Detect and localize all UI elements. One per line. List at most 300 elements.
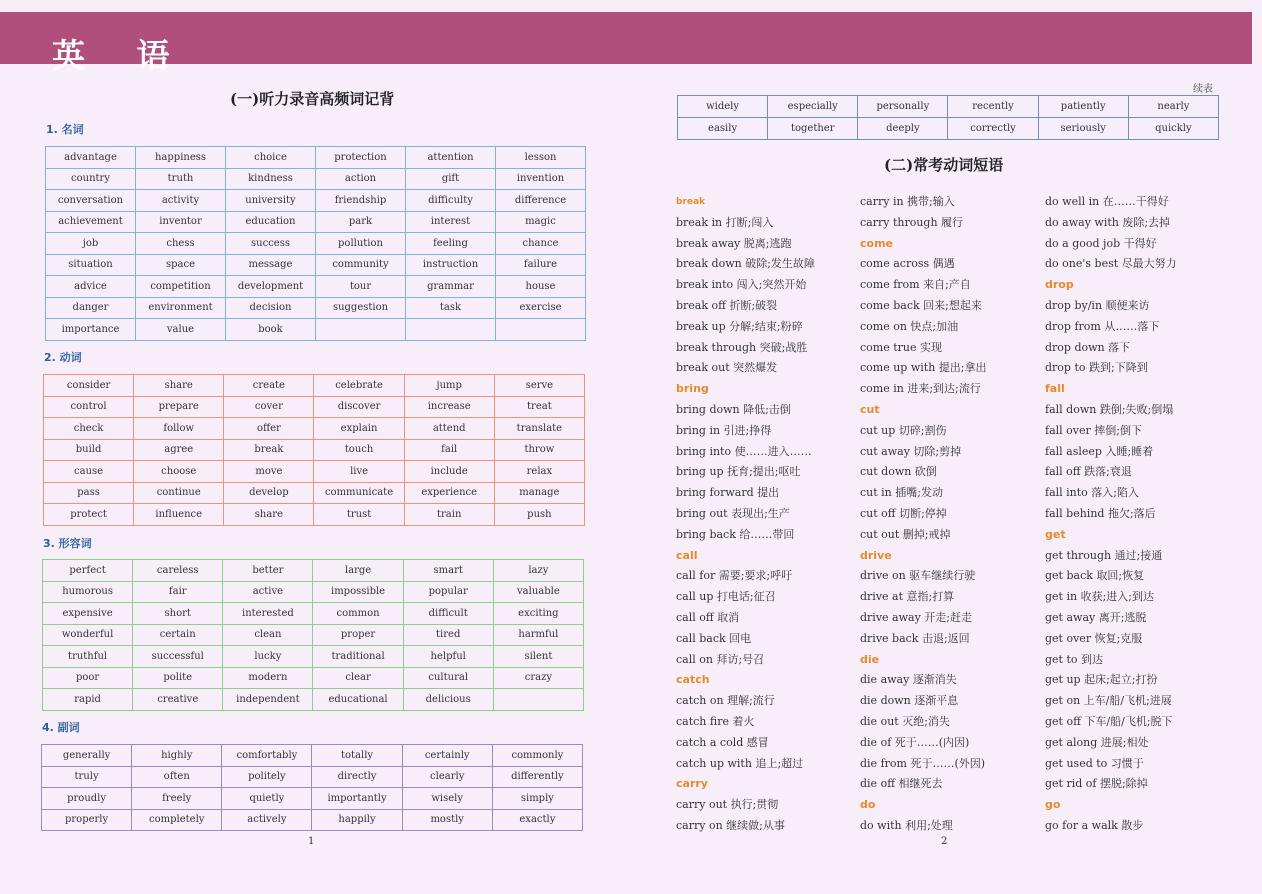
word-cell: achievement	[46, 211, 136, 233]
word-cell: friendship	[316, 190, 406, 212]
word-cell: crazy	[493, 667, 583, 689]
word-cell: comfortably	[222, 745, 312, 767]
phrase-item: catch on 理解;流行	[676, 694, 775, 708]
phrase-item: die out 灭绝;消失	[860, 714, 950, 728]
word-cell: creative	[133, 689, 223, 711]
word-cell: impossible	[313, 581, 403, 603]
phrase-item: do a good job 干得好	[1045, 236, 1157, 250]
word-cell: careless	[133, 560, 223, 582]
phrase-column-2	[860, 192, 1040, 837]
phrase-item: bring up 抚育;提出;呕吐	[676, 465, 801, 479]
word-cell: serve	[494, 375, 584, 397]
phrase-item: catch a cold 感冒	[676, 735, 769, 749]
phrase-item: carry through 履行	[860, 215, 964, 229]
table-row	[46, 233, 586, 255]
phrase-item: break through 突破;战胜	[676, 340, 808, 354]
phrase-group-heading: fall	[1045, 382, 1065, 396]
word-cell: importantly	[312, 788, 402, 810]
word-cell: develop	[224, 482, 314, 504]
word-cell: jump	[404, 375, 494, 397]
phrase-item: fall into 落入;陷入	[1045, 486, 1140, 500]
table-row	[46, 211, 586, 233]
word-cell: common	[313, 603, 403, 625]
table-row	[42, 745, 583, 767]
word-cell: happiness	[136, 147, 226, 169]
phrase-group-heading: call	[676, 548, 698, 562]
table-row	[42, 766, 583, 788]
word-cell: active	[223, 581, 313, 603]
word-cell: lucky	[223, 646, 313, 668]
adjectives-label: 3. 形容词	[43, 537, 92, 550]
phrase-item: get rid of 摆脱;除掉	[1045, 777, 1148, 791]
word-cell: smart	[403, 560, 493, 582]
phrase-item: drop down 落下	[1045, 340, 1131, 354]
phrase-item: come true 实现	[860, 340, 942, 354]
word-cell: freely	[132, 788, 222, 810]
phrase-group-heading: drop	[1045, 278, 1074, 292]
phrase-item: die of 死于……(内因)	[860, 735, 970, 749]
page-number-left: 1	[308, 836, 315, 847]
phrase-item: get along 进展;相处	[1045, 735, 1149, 749]
word-cell: message	[226, 254, 316, 276]
word-cell: cultural	[403, 667, 493, 689]
word-cell: actively	[222, 809, 312, 831]
phrase-group-heading: get	[1045, 527, 1066, 541]
word-cell: share	[134, 375, 224, 397]
word-cell: touch	[314, 439, 404, 461]
word-cell: push	[494, 504, 584, 526]
word-cell: trust	[314, 504, 404, 526]
word-cell: gift	[406, 168, 496, 190]
table-row	[678, 118, 1219, 140]
word-cell: build	[44, 439, 134, 461]
table-row	[44, 439, 585, 461]
word-cell: chess	[136, 233, 226, 255]
table-row	[43, 646, 584, 668]
word-cell: properly	[42, 809, 132, 831]
verbs-label: 2. 动词	[44, 351, 82, 364]
table-row	[42, 809, 583, 831]
word-cell: discover	[314, 396, 404, 418]
phrase-item: break away 脱离;逃跑	[676, 236, 792, 250]
word-cell: truth	[136, 168, 226, 190]
word-cell: train	[404, 504, 494, 526]
adverbs-table	[41, 744, 583, 831]
phrase-item: come up with 提出;拿出	[860, 361, 987, 375]
word-cell: move	[224, 461, 314, 483]
word-cell: activity	[136, 190, 226, 212]
word-cell: deeply	[858, 118, 948, 140]
word-cell	[493, 689, 583, 711]
phrase-item: get up 起床;起立;打扮	[1045, 673, 1158, 687]
table-row	[44, 396, 585, 418]
word-cell: agree	[134, 439, 224, 461]
phrase-item: drop by/in 顺便来访	[1045, 298, 1150, 312]
word-cell: value	[136, 319, 226, 341]
phrase-item: come back 回来;想起来	[860, 298, 982, 312]
table-row	[43, 624, 584, 646]
adjectives-table	[42, 559, 584, 711]
word-cell: together	[768, 118, 858, 140]
word-cell: wisely	[402, 788, 492, 810]
phrase-item: get over 恢复;克服	[1045, 631, 1143, 645]
phrase-item: break in 打断;闯入	[676, 215, 774, 229]
phrase-item: come on 快点;加油	[860, 319, 959, 333]
word-cell: lesson	[496, 147, 586, 169]
phrase-item: do well in 在……干得好	[1045, 195, 1169, 208]
word-cell: throw	[494, 439, 584, 461]
phrase-item: bring into 使……进入……	[676, 444, 812, 458]
phrase-item: fall over 摔倒;倒下	[1045, 423, 1142, 437]
table-row	[678, 96, 1219, 118]
phrase-group-heading: bring	[676, 382, 709, 396]
phrase-group-heading: catch	[676, 673, 710, 687]
word-cell: generally	[42, 745, 132, 767]
phrase-item: die from 死于……(外因)	[860, 756, 986, 770]
phrase-item: break off 折断;破裂	[676, 298, 778, 312]
phrase-item: get on 上车/船/飞机;进展	[1045, 694, 1172, 708]
word-cell: competition	[136, 276, 226, 298]
table-row	[46, 319, 586, 341]
table-row	[46, 276, 586, 298]
phrase-item: fall off 跌落;衰退	[1045, 465, 1132, 479]
word-cell: especially	[768, 96, 858, 118]
table-row	[44, 418, 585, 440]
word-cell: lazy	[493, 560, 583, 582]
word-cell: seriously	[1038, 118, 1128, 140]
table-row	[46, 190, 586, 212]
word-cell: experience	[404, 482, 494, 504]
word-cell: community	[316, 254, 406, 276]
phrase-item: die off 相继死去	[860, 777, 943, 791]
table-row	[44, 504, 585, 526]
table-row	[44, 375, 585, 397]
word-cell: difficult	[403, 603, 493, 625]
right-section-title: (二)常考动词短语	[884, 156, 1004, 174]
word-cell: pass	[44, 482, 134, 504]
word-cell: proudly	[42, 788, 132, 810]
table-row	[43, 560, 584, 582]
phrase-item: drive away 开走;赶走	[860, 610, 972, 624]
phrase-item: call back 回电	[676, 631, 752, 645]
phrase-item: call for 需要;要求;呼吁	[676, 569, 793, 583]
word-cell: harmful	[493, 624, 583, 646]
word-cell: protect	[44, 504, 134, 526]
word-cell: park	[316, 211, 406, 233]
word-cell	[406, 319, 496, 341]
word-cell: correctly	[948, 118, 1038, 140]
phrase-item: drop to 跌到;下降到	[1045, 361, 1148, 375]
word-cell: proper	[313, 624, 403, 646]
phrase-item: come from 来自;产自	[860, 278, 971, 292]
word-cell: interested	[223, 603, 313, 625]
phrase-item: get back 取回;恢复	[1045, 569, 1145, 583]
word-cell: fair	[133, 581, 223, 603]
adverbs-continued-table	[677, 95, 1219, 140]
phrase-item: get to 到达	[1045, 652, 1104, 666]
phrase-item: get off 下车/船/飞机;脱下	[1045, 714, 1173, 728]
phrase-item: bring in 引进;挣得	[676, 423, 772, 437]
word-cell: follow	[134, 418, 224, 440]
word-cell: magic	[496, 211, 586, 233]
phrase-item: do one's best 尽最大努力	[1045, 257, 1177, 271]
word-cell: simply	[492, 788, 582, 810]
word-cell: cover	[224, 396, 314, 418]
word-cell: interest	[406, 211, 496, 233]
word-cell: kindness	[226, 168, 316, 190]
word-cell: development	[226, 276, 316, 298]
phrase-item: drive at 意指;打算	[860, 590, 955, 604]
word-cell: tour	[316, 276, 406, 298]
word-cell: attention	[406, 147, 496, 169]
word-cell: certainly	[402, 745, 492, 767]
phrase-item: get through 通过;接通	[1045, 548, 1163, 562]
phrase-group-heading: carry	[676, 777, 708, 791]
phrase-item: call on 拜访;号召	[676, 652, 765, 666]
word-cell: easily	[678, 118, 768, 140]
phrase-group-heading: drive	[860, 548, 892, 562]
phrase-group-heading: cut	[860, 402, 880, 416]
word-cell	[316, 319, 406, 341]
phrase-item: bring back 给……带回	[676, 527, 795, 541]
word-cell: educational	[313, 689, 403, 711]
word-cell: poor	[43, 667, 133, 689]
word-cell: popular	[403, 581, 493, 603]
word-cell: prepare	[134, 396, 224, 418]
phrase-item: cut off 切断;停掉	[860, 506, 947, 520]
table-row	[46, 254, 586, 276]
nouns-label: 1. 名词	[46, 123, 84, 136]
phrase-item: break down 破除;发生故障	[676, 257, 815, 271]
word-cell: completely	[132, 809, 222, 831]
word-cell: choice	[226, 147, 316, 169]
verbs-table	[43, 374, 585, 526]
table-row	[44, 461, 585, 483]
word-cell: differently	[492, 766, 582, 788]
word-cell: advice	[46, 276, 136, 298]
word-cell: quickly	[1128, 118, 1218, 140]
phrase-item: carry out 执行;贯彻	[676, 798, 779, 812]
word-cell: silent	[493, 646, 583, 668]
word-cell: clean	[223, 624, 313, 646]
phrase-column-1	[676, 192, 856, 837]
word-cell: totally	[312, 745, 402, 767]
word-cell: modern	[223, 667, 313, 689]
phrase-group-heading: die	[860, 652, 880, 666]
word-cell: personally	[858, 96, 948, 118]
table-row	[43, 581, 584, 603]
phrase-item: get used to 习惯于	[1045, 756, 1144, 770]
word-cell: action	[316, 168, 406, 190]
word-cell: patiently	[1038, 96, 1128, 118]
phrase-item: fall down 跌倒;失败;倒塌	[1045, 402, 1174, 416]
phrase-group-heading: come	[860, 236, 893, 250]
adverbs-label: 4. 副词	[42, 721, 80, 734]
phrase-item: bring forward 提出	[676, 486, 780, 500]
phrase-group-heading: break	[676, 197, 706, 207]
word-cell: education	[226, 211, 316, 233]
word-cell: success	[226, 233, 316, 255]
word-cell: continue	[134, 482, 224, 504]
phrase-item: do with 利用;处理	[860, 818, 953, 832]
word-cell: wonderful	[43, 624, 133, 646]
word-cell: large	[313, 560, 403, 582]
word-cell: failure	[496, 254, 586, 276]
word-cell: tired	[403, 624, 493, 646]
word-cell: commonly	[492, 745, 582, 767]
table-row	[42, 788, 583, 810]
phrase-item: drive back 击退;返回	[860, 631, 970, 645]
word-cell: offer	[224, 418, 314, 440]
phrase-item: call up 打电话;征召	[676, 590, 776, 604]
word-cell: exercise	[496, 297, 586, 319]
word-cell: feeling	[406, 233, 496, 255]
table-row	[43, 603, 584, 625]
phrase-item: come in 进来;到达;流行	[860, 382, 981, 396]
word-cell: book	[226, 319, 316, 341]
word-cell: create	[224, 375, 314, 397]
word-cell: cause	[44, 461, 134, 483]
word-cell: grammar	[406, 276, 496, 298]
word-cell: include	[404, 461, 494, 483]
phrase-item: come across 偶遇	[860, 257, 955, 271]
word-cell: often	[132, 766, 222, 788]
phrase-item: get in 收获;进入;到达	[1045, 590, 1154, 604]
word-cell: better	[223, 560, 313, 582]
word-cell: space	[136, 254, 226, 276]
word-cell: happily	[312, 809, 402, 831]
table-row	[43, 689, 584, 711]
word-cell: difficulty	[406, 190, 496, 212]
word-cell: humorous	[43, 581, 133, 603]
table-row	[46, 147, 586, 169]
word-cell: expensive	[43, 603, 133, 625]
word-cell: fail	[404, 439, 494, 461]
phrase-item: cut away 切除;剪掉	[860, 444, 962, 458]
table-row	[43, 667, 584, 689]
word-cell: short	[133, 603, 223, 625]
word-cell: conversation	[46, 190, 136, 212]
word-cell: translate	[494, 418, 584, 440]
word-cell: politely	[222, 766, 312, 788]
word-cell: traditional	[313, 646, 403, 668]
phrase-item: fall behind 拖欠;落后	[1045, 506, 1156, 520]
word-cell: suggestion	[316, 297, 406, 319]
word-cell: instruction	[406, 254, 496, 276]
phrase-item: call off 取消	[676, 610, 740, 624]
phrase-item: die away 逐渐消失	[860, 673, 957, 687]
word-cell: delicious	[403, 689, 493, 711]
subject-banner	[0, 12, 1252, 75]
word-cell: pollution	[316, 233, 406, 255]
word-cell: treat	[494, 396, 584, 418]
word-cell: attend	[404, 418, 494, 440]
word-cell: truthful	[43, 646, 133, 668]
word-cell: celebrate	[314, 375, 404, 397]
banner-title: 英 语	[52, 36, 190, 75]
word-cell: importance	[46, 319, 136, 341]
phrase-group-heading: go	[1045, 798, 1061, 812]
table-row	[44, 482, 585, 504]
phrase-item: cut out 删掉;戒掉	[860, 527, 951, 541]
word-cell: country	[46, 168, 136, 190]
nouns-table	[45, 146, 586, 341]
word-cell: decision	[226, 297, 316, 319]
phrase-item: die down 逐渐平息	[860, 694, 959, 708]
word-cell: increase	[404, 396, 494, 418]
phrase-item: bring out 表现出;生产	[676, 506, 790, 520]
phrase-item: break up 分解;结束;粉碎	[676, 319, 803, 333]
phrase-item: go for a walk 散步	[1045, 818, 1144, 832]
word-cell: polite	[133, 667, 223, 689]
phrase-item: carry in 携带;输入	[860, 195, 955, 208]
word-cell: relax	[494, 461, 584, 483]
table-row	[46, 297, 586, 319]
phrase-item: carry on 继续做;从事	[676, 818, 785, 832]
word-cell: communicate	[314, 482, 404, 504]
continued-label: 续表	[1193, 84, 1213, 95]
phrase-item: break into 闯入;突然开始	[676, 278, 807, 292]
word-cell: truly	[42, 766, 132, 788]
phrase-group-heading: do	[860, 798, 876, 812]
phrase-item: bring down 降低;击倒	[676, 402, 791, 416]
word-cell: choose	[134, 461, 224, 483]
word-cell: advantage	[46, 147, 136, 169]
phrase-item: drive on 驱车继续行驶	[860, 569, 976, 583]
word-cell: influence	[134, 504, 224, 526]
word-cell: widely	[678, 96, 768, 118]
word-cell: explain	[314, 418, 404, 440]
word-cell: nearly	[1128, 96, 1218, 118]
left-section-title: (一)听力录音高频词记背	[230, 90, 395, 108]
word-cell: valuable	[493, 581, 583, 603]
word-cell: directly	[312, 766, 402, 788]
phrase-item: cut up 切碎;割伤	[860, 423, 947, 437]
phrase-column-3	[1045, 192, 1225, 837]
word-cell: break	[224, 439, 314, 461]
phrase-item: cut down 砍倒	[860, 465, 937, 479]
word-cell: clear	[313, 667, 403, 689]
word-cell: successful	[133, 646, 223, 668]
word-cell: university	[226, 190, 316, 212]
word-cell: certain	[133, 624, 223, 646]
word-cell: share	[224, 504, 314, 526]
word-cell: mostly	[402, 809, 492, 831]
word-cell: control	[44, 396, 134, 418]
word-cell: inventor	[136, 211, 226, 233]
word-cell: recently	[948, 96, 1038, 118]
word-cell	[496, 319, 586, 341]
phrase-item: get away 离开;逃脱	[1045, 610, 1147, 624]
word-cell: job	[46, 233, 136, 255]
phrase-item: cut in 插嘴;发动	[860, 486, 943, 500]
page-number-right: 2	[941, 836, 948, 847]
word-cell: clearly	[402, 766, 492, 788]
word-cell: check	[44, 418, 134, 440]
word-cell: helpful	[403, 646, 493, 668]
word-cell: environment	[136, 297, 226, 319]
word-cell: task	[406, 297, 496, 319]
word-cell: invention	[496, 168, 586, 190]
word-cell: chance	[496, 233, 586, 255]
word-cell: rapid	[43, 689, 133, 711]
phrase-item: fall asleep 入睡;睡着	[1045, 444, 1154, 458]
word-cell: perfect	[43, 560, 133, 582]
word-cell: exactly	[492, 809, 582, 831]
phrase-item: break out 突然爆发	[676, 361, 778, 375]
table-row	[46, 168, 586, 190]
word-cell: manage	[494, 482, 584, 504]
